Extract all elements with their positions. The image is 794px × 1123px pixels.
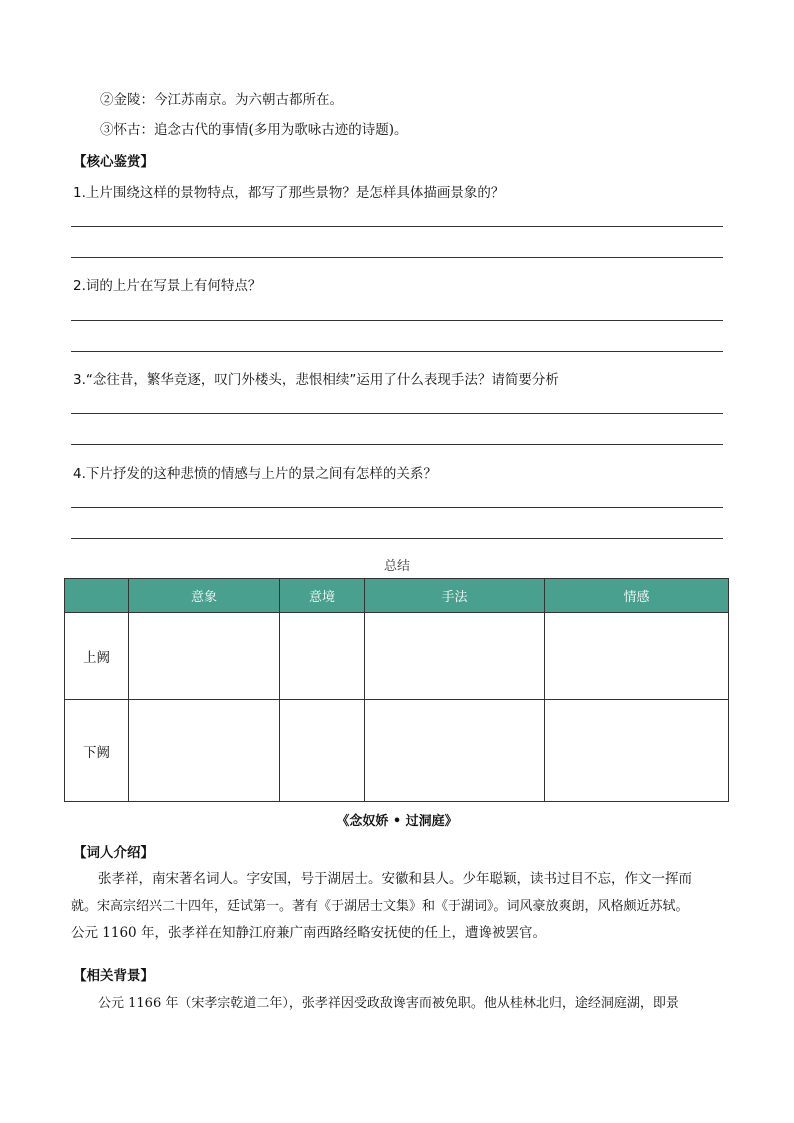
summary-table bbox=[64, 578, 729, 802]
table-cell[interactable] bbox=[280, 613, 365, 700]
header-mood: 意境 bbox=[280, 579, 365, 613]
header-blank bbox=[65, 579, 129, 613]
answer-line[interactable] bbox=[71, 413, 723, 414]
table-cell[interactable] bbox=[129, 700, 280, 802]
section-background: 【相关背景】 bbox=[73, 968, 154, 984]
question-3: 3.“念往昔，繁华竞逐，叹门外楼头，悲恨相续”运用了什么表现手法？请简要分析 bbox=[73, 372, 559, 388]
background-line: 公元 1166 年（宋孝宗乾道二年），张孝祥因受政敌谗害而被免职。他从桂林北归，途经洞庭湖，即景 bbox=[98, 996, 679, 1011]
note-3: ③怀古：追念古代的事情(多用为歌咏古迹的诗题)。 bbox=[100, 122, 408, 138]
note-2: ②金陵：今江苏南京。为六朝古都所在。 bbox=[100, 92, 343, 108]
poet-intro-line: 就。宋高宗绍兴二十四年，廷试第一。著有《于湖居士文集》和《于湖词》。词风豪放爽朗，风格颇近苏轼。 bbox=[71, 899, 689, 914]
question-1: 1.上片围绕这样的景物特点，都写了那些景物？是怎样具体描画景象的？ bbox=[73, 185, 505, 201]
answer-line[interactable] bbox=[71, 444, 723, 445]
table-cell[interactable] bbox=[129, 613, 280, 700]
background-paragraph bbox=[71, 990, 723, 1017]
answer-line[interactable] bbox=[71, 257, 723, 258]
poet-intro-line: 张孝祥，南宋著名词人。字安国，号于湖居士。安徽和县人。少年聪颖，读书过目不忘，作文一挥而 bbox=[98, 871, 692, 887]
section-poet-intro: 【词人介绍】 bbox=[73, 845, 154, 861]
answer-line[interactable] bbox=[71, 320, 723, 321]
table-cell[interactable] bbox=[280, 700, 365, 802]
row-label-lower: 下阙 bbox=[65, 700, 129, 802]
question-2: 2.词的上片在写景上有何特点？ bbox=[73, 278, 262, 294]
table-cell[interactable] bbox=[545, 700, 729, 802]
table-row bbox=[65, 613, 729, 700]
answer-line[interactable] bbox=[71, 351, 723, 352]
answer-line[interactable] bbox=[71, 507, 723, 508]
table-cell[interactable] bbox=[365, 700, 545, 802]
question-4: 4.下片抒发的这种悲愤的情感与上片的景之间有怎样的关系？ bbox=[73, 466, 437, 482]
poet-intro-paragraph bbox=[71, 866, 723, 947]
answer-line[interactable] bbox=[71, 538, 723, 539]
answer-line[interactable] bbox=[71, 226, 723, 227]
section-core-appreciation: 【核心鉴赏】 bbox=[73, 154, 154, 170]
table-row bbox=[65, 700, 729, 802]
poet-intro-line: 公元 1160 年，张孝祥在知静江府兼广南西路经略安抚使的任上，遭谗被罢官。 bbox=[71, 925, 546, 941]
table-header-row bbox=[65, 579, 729, 613]
table-cell[interactable] bbox=[545, 613, 729, 700]
header-technique: 手法 bbox=[365, 579, 545, 613]
summary-caption: 总结 bbox=[383, 559, 410, 574]
row-label-upper: 上阙 bbox=[65, 613, 129, 700]
poem-title: 《念奴娇 • 过洞庭》 bbox=[336, 814, 458, 829]
table-cell[interactable] bbox=[365, 613, 545, 700]
header-imagery: 意象 bbox=[129, 579, 280, 613]
header-emotion: 情感 bbox=[545, 579, 729, 613]
